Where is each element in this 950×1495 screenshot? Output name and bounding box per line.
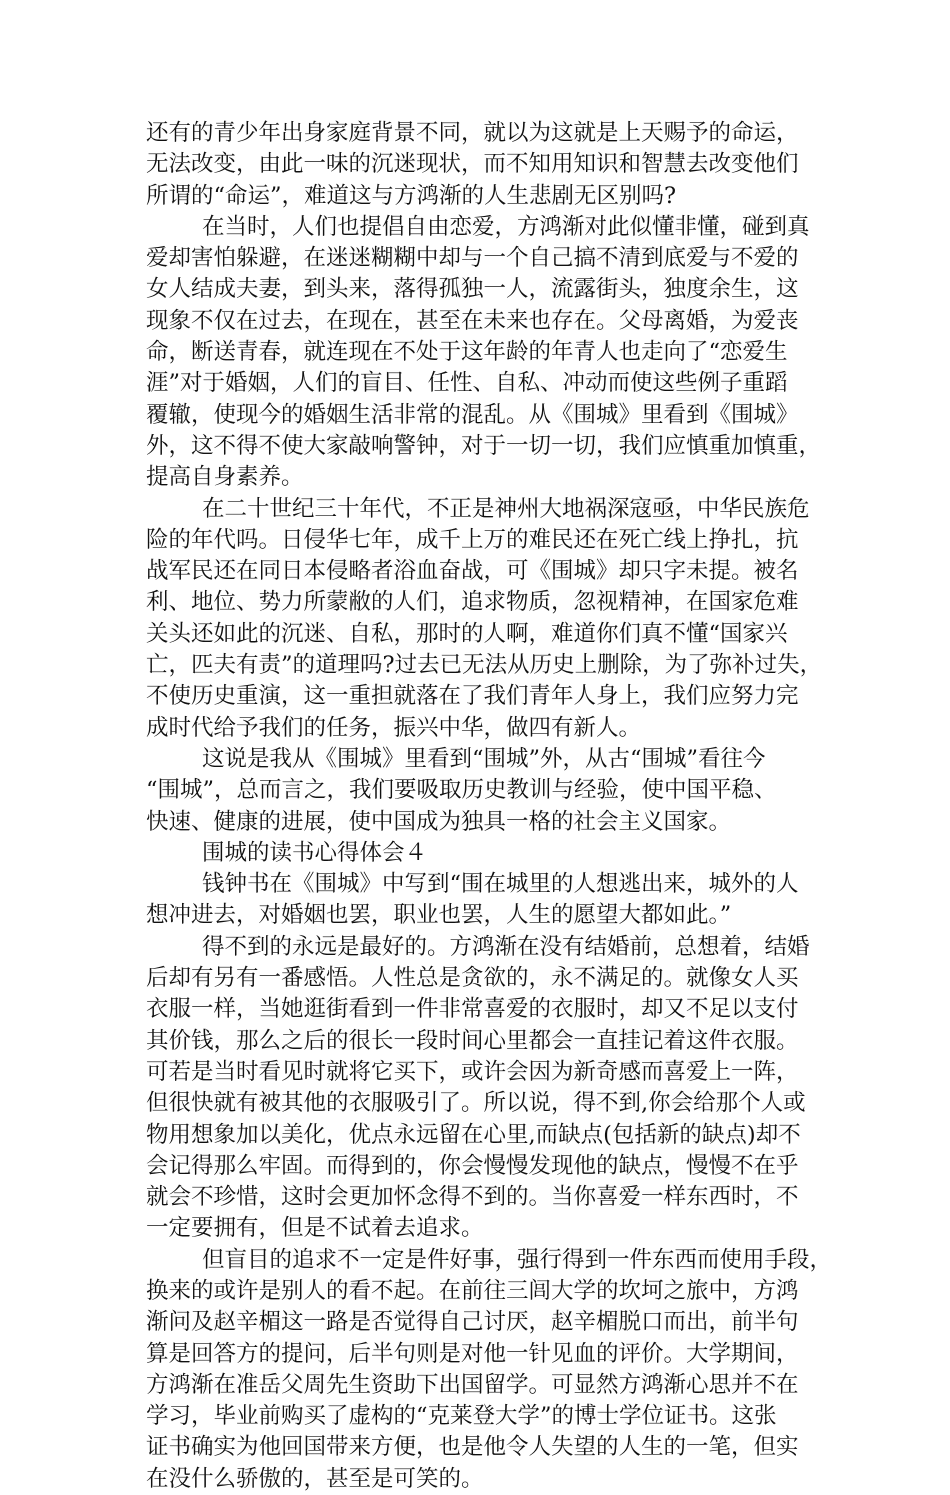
text-line: 所谓的“命运”，难道这与方鸿渐的人生悲剧无区别吗? xyxy=(146,182,677,209)
text-line: 换来的或许是别人的看不起。在前往三闾大学的坎坷之旅中，方鸿 xyxy=(146,1277,799,1304)
text-line: 爱却害怕躲避，在迷迷糊糊中却与一个自己搞不清到底爱与不爱的 xyxy=(146,245,799,272)
text-line: 但很快就有被其他的衣服吸引了。所以说，得不到,你会给那个人或 xyxy=(146,1090,806,1117)
text-line: 这说是我从《围城》里看到“围城”外，从古“围城”看往今 xyxy=(202,745,766,772)
text-line: 想冲进去，对婚姻也罢，职业也罢，人生的愿望大都如此。” xyxy=(146,902,732,929)
text-line: 涯”对于婚姻，人们的盲目、任性、自私、冲动而使这些例子重蹈 xyxy=(146,370,788,397)
text-line: 渐问及赵辛楣这一路是否觉得自己讨厌，赵辛楣脱口而出，前半句 xyxy=(146,1309,799,1336)
text-line: 后却有另有一番感悟。人性总是贪欲的，永不满足的。就像女人买 xyxy=(146,965,799,992)
text-line: 学习，毕业前购买了虚构的“克莱登大学”的博士学位证书。这张 xyxy=(146,1403,777,1430)
text-line: 利、地位、势力所蒙敝的人们，追求物质，忽视精神，在国家危难 xyxy=(146,589,799,616)
text-line: 提高自身素养。 xyxy=(146,464,304,491)
text-line: 钱钟书在《围城》中写到“围在城里的人想逃出来，城外的人 xyxy=(202,871,799,898)
text-line: 会记得那么牢固。而得到的，你会慢慢发现他的缺点，慢慢不在乎 xyxy=(146,1152,799,1179)
text-line: 成时代给予我们的任务，振兴中华，做四有新人。 xyxy=(146,714,642,741)
text-line: 亡，匹夫有责”的道理吗?过去已无法从历史上删除，为了弥补过失， xyxy=(146,652,823,679)
text-line: 一定要拥有，但是不试着去追求。 xyxy=(146,1215,484,1242)
text-line: 在二十世纪三十年代，不正是神州大地祸深寇亟，中华民族危 xyxy=(202,495,810,522)
paragraph xyxy=(146,869,816,932)
text-line: 就会不珍惜，这时会更加怀念得不到的。当你喜爱一样东西时，不 xyxy=(146,1184,799,1211)
text-line: 证书确实为他回国带来方便，也是他令人失望的人生的一笔，但实 xyxy=(146,1434,799,1461)
text-line: 其价钱，那么之后的很长一段时间心里都会一直挂记着这件衣服。 xyxy=(146,1027,799,1054)
text-line: 女人结成夫妻，到头来，落得孤独一人，流露街头，独度余生，这 xyxy=(146,276,799,303)
text-line: 险的年代吗。日侵华七年，成千上万的难民还在死亡线上挣扎，抗 xyxy=(146,526,799,553)
text-line: 方鸿渐在准岳父周先生资助下出国留学。可显然方鸿渐心思并不在 xyxy=(146,1371,799,1398)
text-line: 现象不仅在过去，在现在，甚至在未来也存在。父母离婚，为爱丧 xyxy=(146,307,799,334)
document-page xyxy=(146,118,833,1495)
paragraph xyxy=(146,1245,833,1495)
text-line: 得不到的永远是最好的。方鸿渐在没有结婚前，总想着，结婚 xyxy=(202,933,810,960)
paragraph xyxy=(146,118,816,212)
text-line: 无法改变，由此一味的沉迷现状，而不知用知识和智慧去改变他们 xyxy=(146,151,799,178)
heading-text: 围城的读书心得体会４ xyxy=(202,839,428,866)
text-line: 覆辙，使现今的婚姻生活非常的混乱。从《围城》里看到《围城》 xyxy=(146,401,799,428)
text-line: 战军民还在同日本侵略者浴血奋战，可《围城》却只字未提。被名 xyxy=(146,558,799,585)
text-line: 外，这不得不使大家敲响警钟，对于一切一切，我们应慎重加慎重， xyxy=(146,432,822,459)
text-line: 可若是当时看见时就将它买下，或许会因为新奇感而喜爱上一阵， xyxy=(146,1058,799,1085)
text-line: 快速、健康的进展，使中国成为独具一格的社会主义国家。 xyxy=(146,808,732,835)
text-line: 还有的青少年出身家庭背景不同，就以为这就是上天赐予的命运， xyxy=(146,120,799,146)
paragraph xyxy=(146,494,823,744)
paragraph xyxy=(146,932,816,1245)
text-line: 关头还如此的沉迷、自私，那时的人啊，难道你们真不懂“国家兴 xyxy=(146,620,788,647)
text-line: 在没什么骄傲的，甚至是可笑的。 xyxy=(146,1465,484,1492)
text-line: 衣服一样，当她逛街看到一件非常喜爱的衣服时，却又不足以支付 xyxy=(146,996,799,1023)
paragraph xyxy=(146,744,816,838)
section-heading xyxy=(146,838,816,869)
text-line: “围城”，总而言之，我们要吸取历史教训与经验，使中国平稳、 xyxy=(146,777,777,804)
text-line: 命，断送青春，就连现在不处于这年龄的年青人也走向了“恋爱生 xyxy=(146,339,788,366)
text-line: 不使历史重演，这一重担就落在了我们青年人身上，我们应努力完 xyxy=(146,683,799,710)
text-line: 算是回答方的提问，后半句则是对他一针见血的评价。大学期间， xyxy=(146,1340,799,1367)
paragraph xyxy=(146,212,822,494)
text-line: 物用想象加以美化，优点永远留在心里,而缺点(包括新的缺点)却不 xyxy=(146,1121,801,1148)
text-line: 但盲目的追求不一定是件好事，强行得到一件东西而使用手段， xyxy=(202,1246,833,1273)
text-line: 在当时，人们也提倡自由恋爱，方鸿渐对此似懂非懂，碰到真 xyxy=(202,213,810,240)
